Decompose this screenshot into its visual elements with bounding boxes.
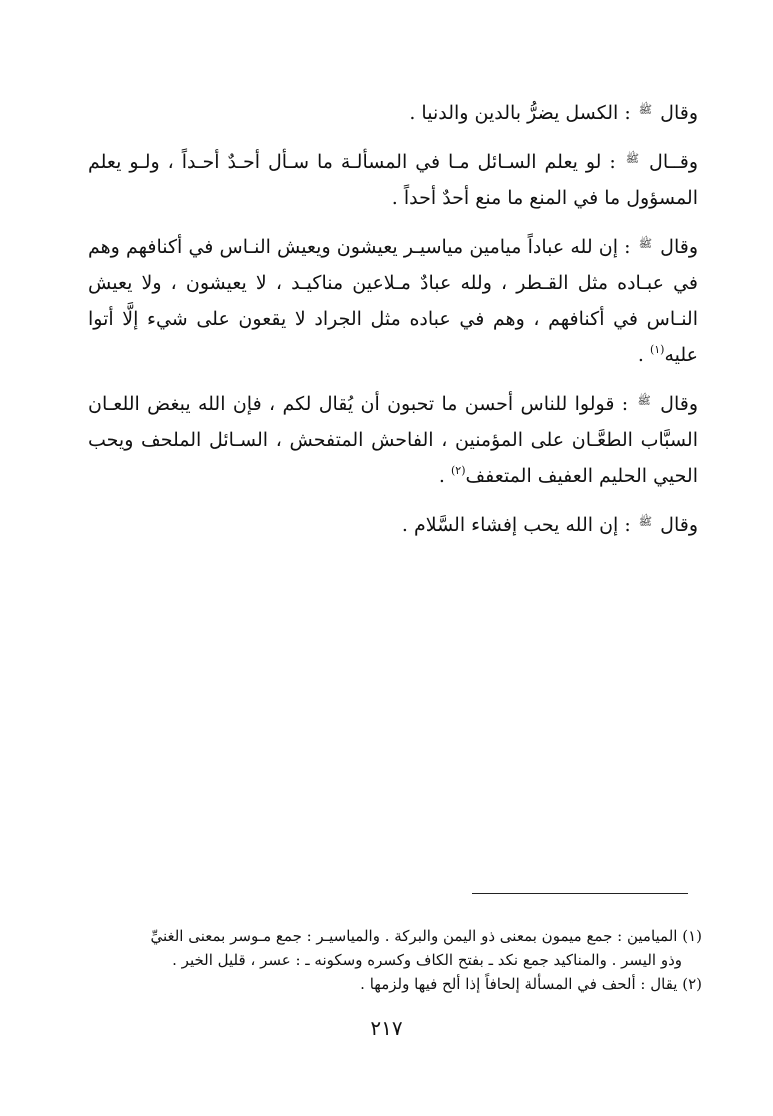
page-number: ٢١٧ (370, 1016, 403, 1040)
salutation-glyph: ﷺ (625, 152, 640, 165)
main-text (88, 92, 698, 553)
lead-word: وقال (660, 236, 699, 258)
footnote-line: وذو اليسر . والمناكيد جمع نكد ـ بفتح الكاف وكسره وسكونه ـ : عسر ، قليل الخير . (172, 951, 682, 969)
sentence-end: . (637, 344, 650, 366)
footnote-reference[interactable]: (١) (649, 343, 665, 356)
footnote-line: (١) الميامين : جمع ميمون بمعنى ذو اليمن والبركة . والمياسيـر : جمع مـوسر بمعنى الغنيِّ (150, 927, 702, 945)
lead-word: وقــال (649, 151, 698, 173)
hadith-paragraph (88, 226, 698, 373)
footnote-divider (472, 893, 688, 894)
lead-word: وقال (660, 393, 699, 415)
hadith-text: : لو يعلم السـائل مـا في المسألـة ما سـأل أحـدٌ أحـداً ، ولـو يعلم المسؤول ما في المنع ما منع أحدٌ أحداً . (88, 151, 698, 209)
footnote-1 (100, 924, 702, 972)
footnote-2 (100, 972, 702, 996)
hadith-paragraph (88, 383, 698, 494)
hadith-paragraph (88, 504, 698, 543)
salutation-glyph: ﷺ (637, 394, 651, 407)
footnote-reference[interactable]: (٢) (450, 464, 466, 477)
hadith-paragraph (88, 92, 698, 131)
lead-word: وقال (660, 102, 698, 124)
footnote-line: (٢) يقال : ألحف في المسألة إلحافاً إذا ألح فيها ولزمها . (360, 975, 702, 993)
hadith-text: : الكسل يضرُّ بالدين والدنيا . (409, 102, 631, 124)
hadith-paragraph (88, 141, 698, 216)
footnotes-section (100, 924, 702, 996)
hadith-text: : إن الله يحب إفشاء السَّلام . (401, 514, 631, 536)
salutation-glyph: ﷺ (638, 515, 653, 528)
lead-word: وقال (660, 514, 698, 536)
hadith-text: : قولوا للناس أحسن ما تحبون أن يُقال لكم ، فإن الله يبغض اللعـان السبَّاب الطعَّـان على المؤمنين ، الفاحش المتفحش ، السـائل الملحف ويحب الحيي الحليم العفيف المتعفف (88, 393, 698, 487)
hadith-text: : إن لله عباداً ميامين مياسيـر يعيشون ويعيش النـاس في أكنافهم وهم في عبـاده مثل القـطر ، ولله عبادٌ مـلاعين مناكيـد ، لا يعيشون ، ولا يعيش النـاس في أكنافهم ، وهم في عباده مثل الجراد لا يقعون على شيء إلَّا أتوا عليه (88, 236, 698, 366)
sentence-end: . (438, 465, 451, 487)
salutation-glyph: ﷺ (638, 103, 653, 116)
salutation-glyph: ﷺ (638, 237, 652, 250)
